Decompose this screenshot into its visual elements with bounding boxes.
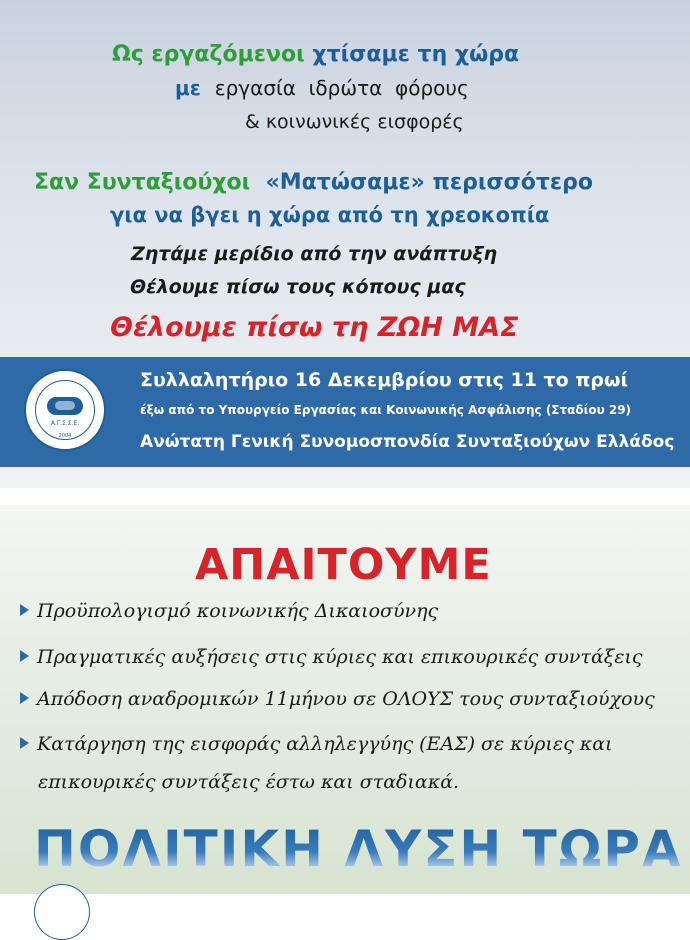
line-work-sweat-taxes	[175, 76, 469, 100]
rally-location: έξω από το Υπουργείο Εργασίας και Κοινωνικής Ασφάλισης (Σταδίου 29)	[140, 403, 632, 417]
line-bankruptcy: για να βγει η χώρα από τη χρεοκοπία	[110, 203, 550, 227]
rally-date: Συλλαλητήριο 16 Δεκεμβρίου στις 11 το πρωί	[140, 369, 628, 391]
logo-abbreviation: Α.Γ.Σ.Σ.Ε.	[50, 420, 80, 427]
demand-item	[20, 646, 643, 668]
with-word: με	[175, 76, 201, 100]
bullet-arrow-icon	[20, 650, 29, 662]
bullet-arrow-icon	[20, 604, 29, 616]
demand-item	[20, 600, 438, 622]
line-social-contributions: & κοινωνικές εισφορές	[245, 111, 464, 133]
line-workers	[112, 42, 519, 67]
line-our-labors: Θέλουμε πίσω τους κόπους μας	[130, 276, 466, 298]
demand-text: Πραγματικές αυξήσεις στις κύριες και επικουρικές συντάξεις	[37, 646, 643, 668]
built-country-phrase: χτίσαμε τη χώρα	[312, 42, 520, 67]
demand-text: Προϋπολογισμό κοινωνικής Δικαιοσύνης	[37, 600, 439, 622]
federation-name: Ανώτατη Γενική Συνομοσπονδία Συνταξιούχων Ελλάδος	[140, 432, 675, 452]
demand-item	[20, 688, 655, 710]
footer-logo	[34, 884, 90, 940]
line-pensioners	[34, 170, 593, 195]
logo-year: 2004	[58, 433, 72, 439]
demand-item	[20, 733, 612, 755]
bled-more-phrase: «Ματώσαμε» περισσότερο	[265, 170, 593, 195]
bullet-arrow-icon	[20, 692, 29, 704]
workers-phrase: Ως εργαζόμενοι	[112, 42, 305, 67]
federation-logo	[24, 369, 106, 451]
slogan: ΠΟΛΙΤΙΚΗ ΛΥΣΗ ΤΩΡΑ	[34, 820, 683, 878]
bullet-arrow-icon	[20, 737, 29, 749]
demand-item-continuation: επικουρικές συντάξεις έστω και σταδιακά.	[38, 771, 460, 793]
pensioners-phrase: Σαν Συνταξιούχοι	[34, 170, 251, 195]
demand-text: Κατάργηση της εισφοράς αλληλεγγύης (ΕΑΣ) σε κύριες και	[37, 733, 613, 755]
demands-heading: ΑΠΑΙΤΟΥΜΕ	[195, 540, 492, 590]
line-our-life: Θέλουμε πίσω τη ΖΩΗ ΜΑΣ	[110, 312, 519, 343]
line-share-growth: Ζητάμε μερίδιο από την ανάπτυξη	[131, 243, 498, 265]
panel-divider	[0, 488, 690, 505]
demand-text: Απόδοση αναδρομικών 11μήνου σε ΟΛΟΥΣ τους συνταξιούχους	[37, 688, 655, 710]
handshake-highlight	[55, 401, 75, 410]
work-sweat-taxes-phrase: εργασία ιδρώτα φόρους	[214, 76, 469, 100]
